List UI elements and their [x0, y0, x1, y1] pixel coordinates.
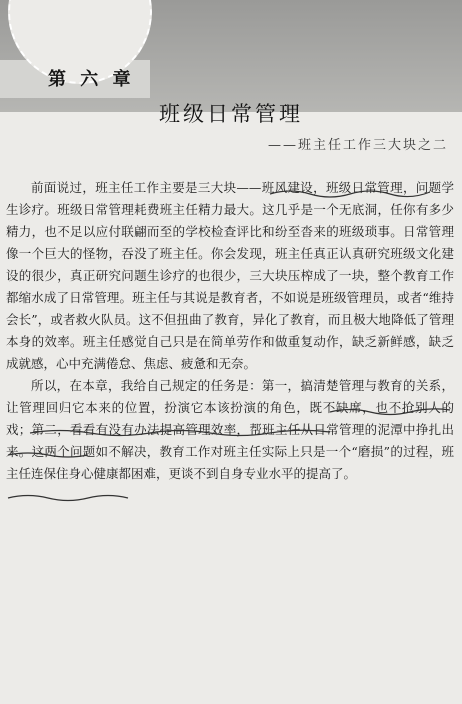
underline-stroke: [8, 496, 128, 501]
body-text: [6, 177, 454, 485]
paragraph-1: 前面说过，班主任工作主要是三大块——班风建设，班级日常管理，问题学生诊疗。班级日常管理耗费班主任精力最大。这几乎是一个无底洞，任你有多少精力，也不足以应付联翩而至的学校检查评比和纷至沓来的班级琐事。日常管理像一个巨大的怪物，吞没了班主任。你会发现，班主任真正认真研究班级文化建设的很少，真正研究问题生诊疗的也很少，三大块压榨成了一块，整个教育工作都缩水成了日常管理。班主任与其说是教育者，不如说是班级管理员，或者“维持会长”，或者救火队员。这不但扭曲了教育，异化了教育，而且极大地降低了管理本身的效率。班主任感觉自己只是在简单劳作和做重复动作，缺乏新鲜感，缺乏成就感，心中充满倦怠、焦虑、疲惫和无奈。: [6, 180, 454, 371]
chapter-title: 班级日常管理: [159, 102, 303, 126]
chapter-label: 第 六 章: [48, 69, 135, 90]
chapter-subtitle: ——班主任工作三大块之二: [267, 138, 448, 153]
paragraph-2: 所以，在本章，我给自己规定的任务是：第一，搞清楚管理与教育的关系，让管理回归它本来的位置，扮演它本该扮演的角色，既不缺席，也不抢别人的戏；第二，看看有没有办法提高管理效率，帮班主任从日常管理的泥潭中挣扎出来。这两个问题如不解决，教育工作对班主任实际上只是一个“磨损”的过程，班主任连保住身心健康都困难，更谈不到自身专业水平的提高了。: [6, 378, 454, 481]
